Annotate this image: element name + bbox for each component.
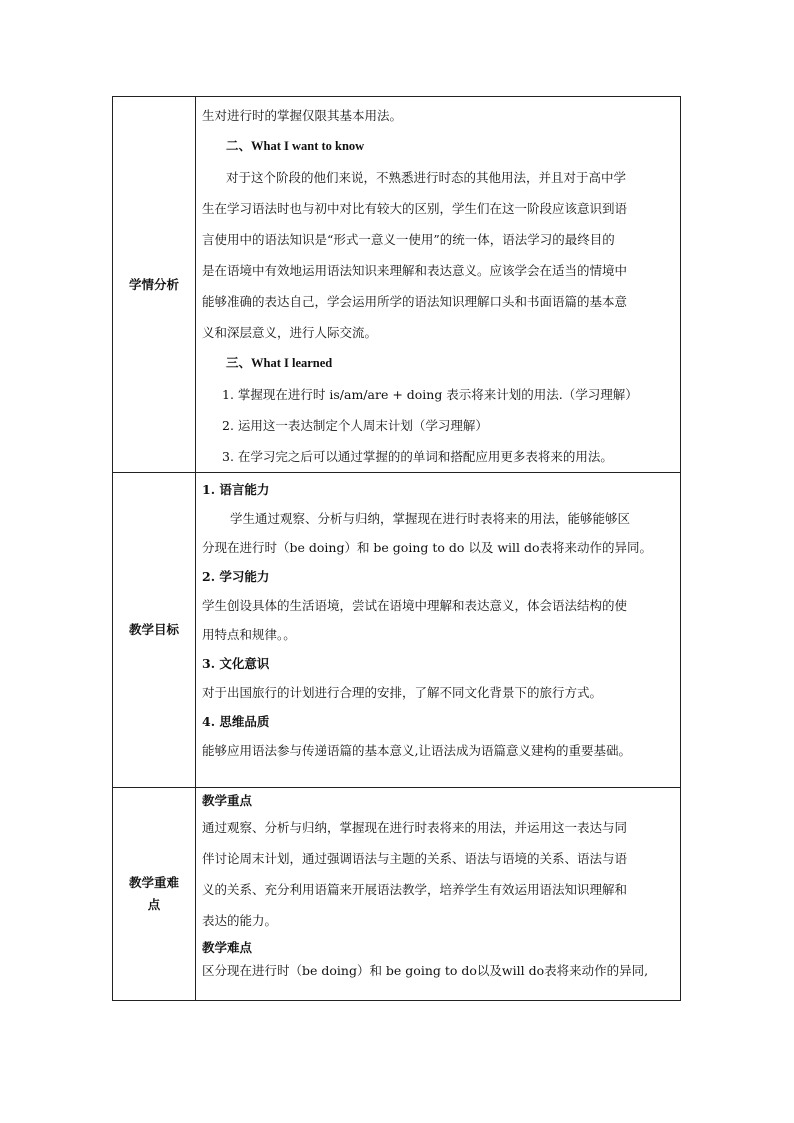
subheading: 4. 思维品质 xyxy=(202,714,270,729)
list-item: 2. 运用这一表达制定个人周末计划（学习理解） xyxy=(222,418,488,433)
text-line: 表达的能力。 xyxy=(202,913,278,928)
text-line: 通过观察、分析与归纳，掌握现在进行时表将来的用法，并运用这一表达与同 xyxy=(202,820,628,835)
text-line: 对于出国旅行的计划进行合理的安排，了解不同文化背景下的旅行方式。 xyxy=(202,685,603,700)
subheading: 2. 学习能力 xyxy=(202,569,270,584)
table-row-key-difficult-points xyxy=(113,788,681,1001)
subheading: 3. 文化意识 xyxy=(202,656,270,671)
text-line: 区分现在进行时（be doing）和 be going to do以及will do表将来动作的异同, xyxy=(202,963,649,978)
row-heading xyxy=(113,788,196,1001)
subheading: 教学重点 xyxy=(202,793,253,808)
section-heading: 三、What I learned xyxy=(226,356,333,370)
text-line: 学生通过观察、分析与归纳，掌握现在进行时表将来的用法，能够能够区 xyxy=(230,511,631,526)
text-line: 分现在进行时（be doing）和 be going to do 以及 will do表将来动作的异同。 xyxy=(202,540,653,555)
table-row-learner-analysis xyxy=(113,97,681,473)
list-item: 3. 在学习完之后可以通过掌握的的单词和搭配应用更多表将来的用法。 xyxy=(222,449,613,464)
text-line: 伴讨论周末计划，通过强调语法与主题的关系、语法与语境的关系、语法与语 xyxy=(202,851,628,866)
text-line: 用特点和规律。。 xyxy=(202,627,296,642)
row-content xyxy=(196,788,681,1001)
section-heading: 二、What I want to know xyxy=(226,139,365,153)
text-line: 能够准确的表达自己，学会运用所学的语法知识理解口头和书面语篇的基本意 xyxy=(202,294,628,309)
row-heading-line: 教学重难 xyxy=(128,875,179,890)
table-row-teaching-objectives xyxy=(113,473,681,788)
text-line: 学生创设具体的生活语境，尝试在语境中理解和表达意义，体会语法结构的使 xyxy=(202,598,628,613)
text-line: 义的关系、充分利用语篇来开展语法教学，培养学生有效运用语法知识理解和 xyxy=(202,882,628,897)
row-content xyxy=(196,97,681,473)
list-item: 1. 掌握现在进行时 is/am/are + doing 表示将来计划的用法.（学习理解） xyxy=(222,387,638,402)
row-heading: 学情分析 xyxy=(113,97,196,473)
subheading: 教学难点 xyxy=(202,940,253,955)
text-line: 生对进行时的掌握仅限其基本用法。 xyxy=(202,108,403,123)
row-heading: 教学目标 xyxy=(113,473,196,788)
text-line: 义和深层意义，进行人际交流。 xyxy=(202,325,378,340)
row-heading-line: 点 xyxy=(147,897,161,912)
text-line: 对于这个阶段的他们来说，不熟悉进行时态的其他用法，并且对于高中学 xyxy=(226,170,627,185)
text-line: 言使用中的语法知识是“形式一意义一使用”的统一体，语法学习的最终目的 xyxy=(202,232,615,247)
row-content xyxy=(196,473,681,788)
lesson-plan-table xyxy=(112,96,681,1001)
text-line: 能够应用语法参与传递语篇的基本意义,让语法成为语篇意义建构的重要基础。 xyxy=(202,743,631,758)
text-line: 生在学习语法时也与初中对比有较大的区别，学生们在这一阶段应该意识到语 xyxy=(202,201,628,216)
subheading: 1. 语言能力 xyxy=(202,482,270,497)
text-line: 是在语境中有效地运用语法知识来理解和表达意义。应该学会在适当的情境中 xyxy=(202,263,628,278)
